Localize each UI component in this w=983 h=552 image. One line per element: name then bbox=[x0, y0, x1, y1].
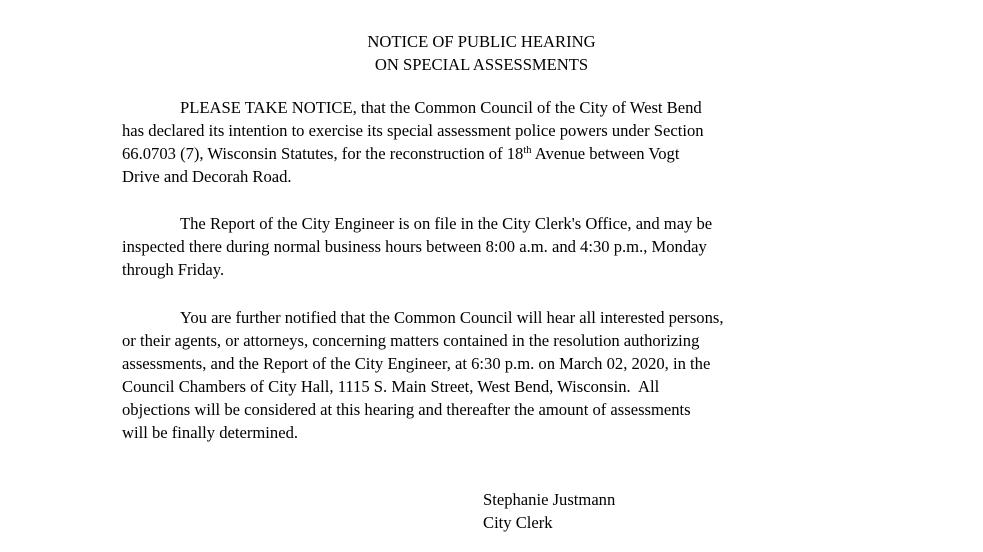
paragraph3-line-3: assessments, and the Report of the City Engineer, at 6:30 p.m. on March 02, 2020, in the bbox=[122, 354, 711, 373]
paragraph-notice-intent bbox=[122, 96, 852, 188]
title-line-1: NOTICE OF PUBLIC HEARING bbox=[367, 32, 596, 51]
paragraph3-line-2: or their agents, or attorneys, concerning matters contained in the resolution authorizing bbox=[122, 331, 700, 350]
signature-block bbox=[483, 488, 615, 534]
paragraph1-line-2: has declared its intention to exercise its special assessment police powers under Section bbox=[122, 121, 704, 140]
paragraph2-line-1: The Report of the City Engineer is on file in the City Clerk's Office, and may be bbox=[180, 214, 713, 233]
paragraph1-line-3-text: 66.0703 (7), Wisconsin Statutes, for the reconstruction of 18 bbox=[122, 144, 524, 163]
title-line-2: ON SPECIAL ASSESSMENTS bbox=[374, 55, 589, 74]
paragraph2-line-2: inspected there during normal business hours between 8:00 a.m. and 4:30 p.m., Monday bbox=[122, 237, 707, 256]
paragraph3-line-4: Council Chambers of City Hall, 1115 S. Main Street, West Bend, Wisconsin. All bbox=[122, 377, 660, 396]
paragraph3-line-1: You are further notified that the Common Council will hear all interested persons, bbox=[180, 308, 724, 327]
paragraph3-line-5: objections will be considered at this hearing and thereafter the amount of assessments bbox=[122, 400, 691, 419]
ordinal-suffix: th bbox=[523, 145, 532, 156]
paragraph-hearing-details bbox=[122, 306, 852, 444]
paragraph3-line-6: will be finally determined. bbox=[122, 423, 299, 442]
notice-title bbox=[0, 30, 963, 76]
paragraph-engineer-report bbox=[122, 212, 852, 281]
paragraph2-line-3: through Friday. bbox=[122, 260, 225, 279]
paragraph1-line-3-text-end: Avenue between Vogt bbox=[531, 144, 680, 163]
signer-title: City Clerk bbox=[483, 513, 553, 532]
paragraph1-line-4: Drive and Decorah Road. bbox=[122, 167, 292, 186]
signer-name: Stephanie Justmann bbox=[483, 490, 616, 509]
paragraph1-line-3 bbox=[122, 142, 852, 165]
paragraph1-line-1: PLEASE TAKE NOTICE, that the Common Council of the City of West Bend bbox=[180, 98, 702, 117]
